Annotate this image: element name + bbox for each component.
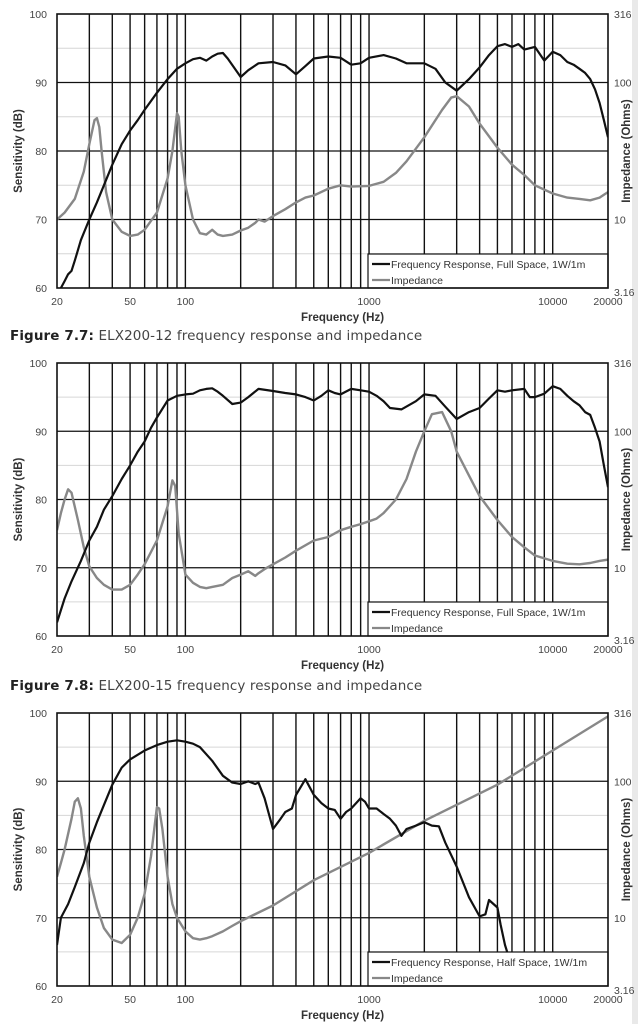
- caption-label: Figure 7.8:: [10, 678, 95, 694]
- caption-text: ELX200-12 frequency response and impedance: [98, 328, 423, 344]
- legend-item-impedance: Impedance: [391, 275, 443, 287]
- y-axis-label: Sensitivity (dB): [13, 457, 25, 542]
- x-tick-label: 100: [176, 644, 195, 656]
- y-tick-label: 100: [29, 358, 47, 370]
- x-tick-label: 10000: [538, 994, 568, 1006]
- x-tick-label: 100: [176, 994, 195, 1006]
- x-tick-label: 50: [124, 296, 136, 308]
- legend-item-response: Frequency Response, Half Space, 1W/1m: [391, 957, 588, 969]
- x-tick-label: 20: [51, 644, 63, 656]
- x-tick-label: 20: [51, 994, 63, 1006]
- caption-text: ELX200-15 frequency response and impedance: [98, 678, 423, 694]
- y2-tick-label: 316: [614, 708, 632, 720]
- y2-axis-label: Impedance (Ohms): [621, 99, 633, 203]
- x-tick-label: 100: [176, 296, 195, 308]
- y2-tick-label: 100: [614, 77, 632, 90]
- series-line: [57, 716, 608, 943]
- y2-tick-label: 3.16: [614, 287, 635, 299]
- x-tick-label: 50: [124, 994, 136, 1006]
- series-line: [57, 740, 512, 972]
- chart-1: [13, 358, 635, 672]
- legend-item-response: Frequency Response, Full Space, 1W/1m: [391, 607, 586, 619]
- x-tick-label: 20000: [593, 296, 623, 308]
- y2-tick-label: 3.16: [614, 985, 635, 997]
- y2-axis-label: Impedance (Ohms): [621, 447, 633, 552]
- x-axis-label: Frequency (Hz): [300, 1010, 385, 1022]
- x-tick-label: 1000: [357, 296, 381, 308]
- caption-label: Figure 7.7:: [10, 328, 95, 344]
- x-tick-label: 10000: [538, 296, 568, 308]
- x-tick-label: 1000: [357, 994, 381, 1006]
- y2-axis-label: Impedance (Ohms): [621, 797, 633, 902]
- y2-tick-label: 10: [614, 214, 626, 227]
- x-tick-label: 20000: [593, 644, 623, 656]
- y2-tick-label: 10: [614, 912, 626, 925]
- legend-item-response: Frequency Response, Full Space, 1W/1m: [391, 259, 586, 271]
- y-tick-label: 100: [29, 708, 47, 720]
- y2-tick-label: 100: [614, 426, 632, 439]
- y-tick-label: 80: [35, 844, 47, 857]
- y-tick-label: 100: [29, 9, 47, 21]
- y-tick-label: 80: [35, 146, 47, 158]
- chart-2: [13, 708, 635, 1022]
- x-tick-label: 50: [124, 644, 136, 656]
- legend-item-impedance: Impedance: [391, 623, 443, 635]
- y-tick-label: 90: [35, 77, 47, 90]
- y-axis-label: Sensitivity (dB): [13, 807, 25, 892]
- y-tick-label: 70: [35, 214, 47, 227]
- chart-0: [13, 9, 635, 324]
- y2-tick-label: 100: [614, 776, 632, 789]
- x-tick-label: 20: [51, 296, 63, 308]
- y-tick-label: 90: [35, 776, 47, 789]
- x-axis-label: Frequency (Hz): [300, 660, 385, 672]
- y2-tick-label: 316: [614, 9, 632, 21]
- y2-tick-label: 3.16: [614, 635, 635, 647]
- x-axis-label: Frequency (Hz): [300, 312, 385, 324]
- y2-tick-label: 316: [614, 358, 632, 370]
- series-line: [57, 412, 608, 589]
- y-axis-label: Sensitivity (dB): [13, 109, 25, 193]
- x-tick-label: 10000: [538, 644, 568, 656]
- y-tick-label: 70: [35, 562, 47, 575]
- legend-item-impedance: Impedance: [391, 973, 443, 985]
- y-tick-label: 60: [35, 631, 47, 643]
- y2-tick-label: 10: [614, 562, 626, 575]
- series-line: [57, 386, 608, 622]
- y-tick-label: 60: [35, 283, 47, 295]
- figure-caption-7-8: [10, 678, 422, 694]
- y-tick-label: 90: [35, 426, 47, 439]
- figure-caption-7-7: [10, 328, 422, 344]
- x-tick-label: 1000: [357, 644, 381, 656]
- series-line: [61, 44, 608, 288]
- x-tick-label: 20000: [593, 994, 623, 1006]
- y-tick-label: 70: [35, 912, 47, 925]
- y-tick-label: 80: [35, 494, 47, 507]
- y-tick-label: 60: [35, 981, 47, 993]
